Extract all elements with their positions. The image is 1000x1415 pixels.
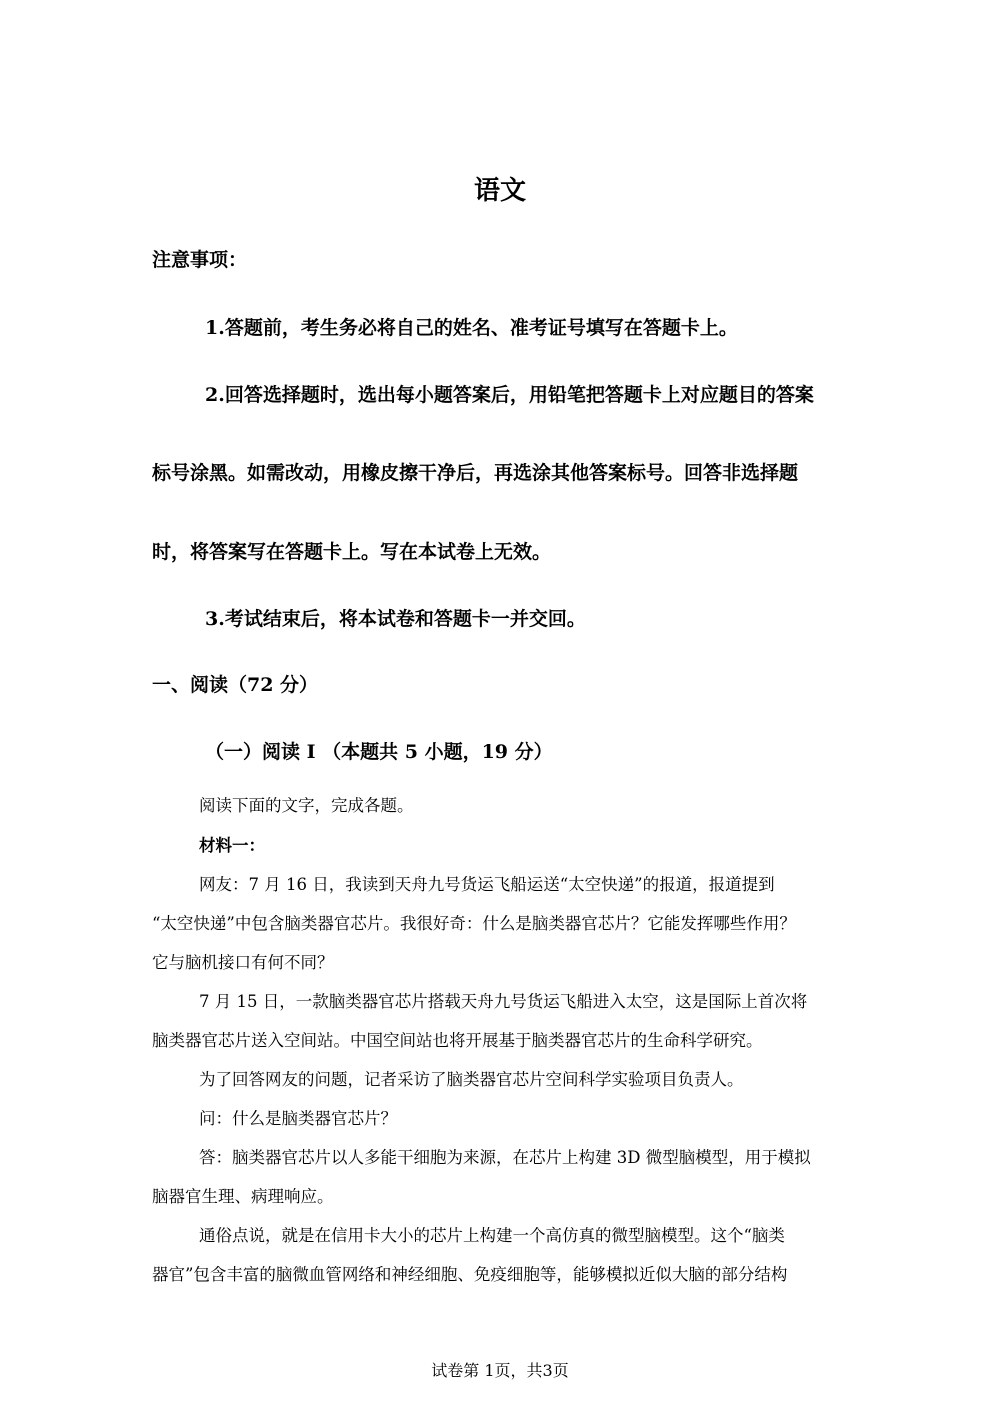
notice-item-2-line-3: 时，将答案写在答题卡上。写在本试卷上无效。 bbox=[152, 541, 552, 563]
notice-item-2-line-1: 2.回答选择题时，选出每小题答案后，用铅笔把答题卡上对应题目的答案 bbox=[205, 384, 814, 406]
page-footer: 试卷第 1页，共3页 bbox=[431, 1361, 569, 1380]
passage-line: 答：脑类器官芯片以人多能干细胞为来源，在芯片上构建 3D 微型脑模型，用于模拟 bbox=[199, 1148, 811, 1167]
passage-line: 为了回答网友的问题，记者采访了脑类器官芯片空间科学实验项目负责人。 bbox=[199, 1070, 744, 1089]
passage-line: 它与脑机接口有何不同？ bbox=[152, 953, 334, 972]
passage-line: 网友：7 月 16 日，我读到天舟九号货运飞船运送“太空快递”的报道，报道提到 bbox=[199, 875, 775, 894]
notice-item-3: 3.考试结束后，将本试卷和答题卡一并交回。 bbox=[205, 608, 586, 630]
subsection-heading: （一）阅读 I （本题共 5 小题，19 分） bbox=[205, 741, 553, 763]
notice-item-2-line-2: 标号涂黑。如需改动，用橡皮擦干净后，再选涂其他答案标号。回答非选择题 bbox=[152, 462, 799, 484]
section-heading: 一、阅读（72 分） bbox=[152, 674, 319, 696]
passage-line: 脑类器官芯片送入空间站。中国空间站也将开展基于脑类器官芯片的生命科学研究。 bbox=[152, 1031, 763, 1050]
page-title: 语文 bbox=[473, 176, 526, 206]
passage-line: 7 月 15 日，一款脑类器官芯片搭载天舟九号货运飞船进入太空，这是国际上首次将 bbox=[199, 992, 808, 1011]
passage-line: 脑器官生理、病理响应。 bbox=[152, 1187, 334, 1206]
passage-line: 器官”包含丰富的脑微血管网络和神经细胞、免疫细胞等，能够模拟近似大脑的部分结构 bbox=[152, 1265, 788, 1284]
notice-item-1: 1.答题前，考生务必将自己的姓名、准考证号填写在答题卡上。 bbox=[205, 317, 738, 339]
notice-heading: 注意事项： bbox=[152, 249, 248, 271]
material-label: 材料一： bbox=[199, 836, 265, 855]
passage-line: “太空快递”中包含脑类器官芯片。我很好奇：什么是脑类器官芯片？它能发挥哪些作用？ bbox=[152, 914, 796, 933]
passage-line: 通俗点说，就是在信用卡大小的芯片上构建一个高仿真的微型脑模型。这个“脑类 bbox=[199, 1226, 785, 1245]
passage-instruction: 阅读下面的文字，完成各题。 bbox=[199, 796, 414, 815]
passage-line: 问：什么是脑类器官芯片？ bbox=[199, 1109, 397, 1128]
